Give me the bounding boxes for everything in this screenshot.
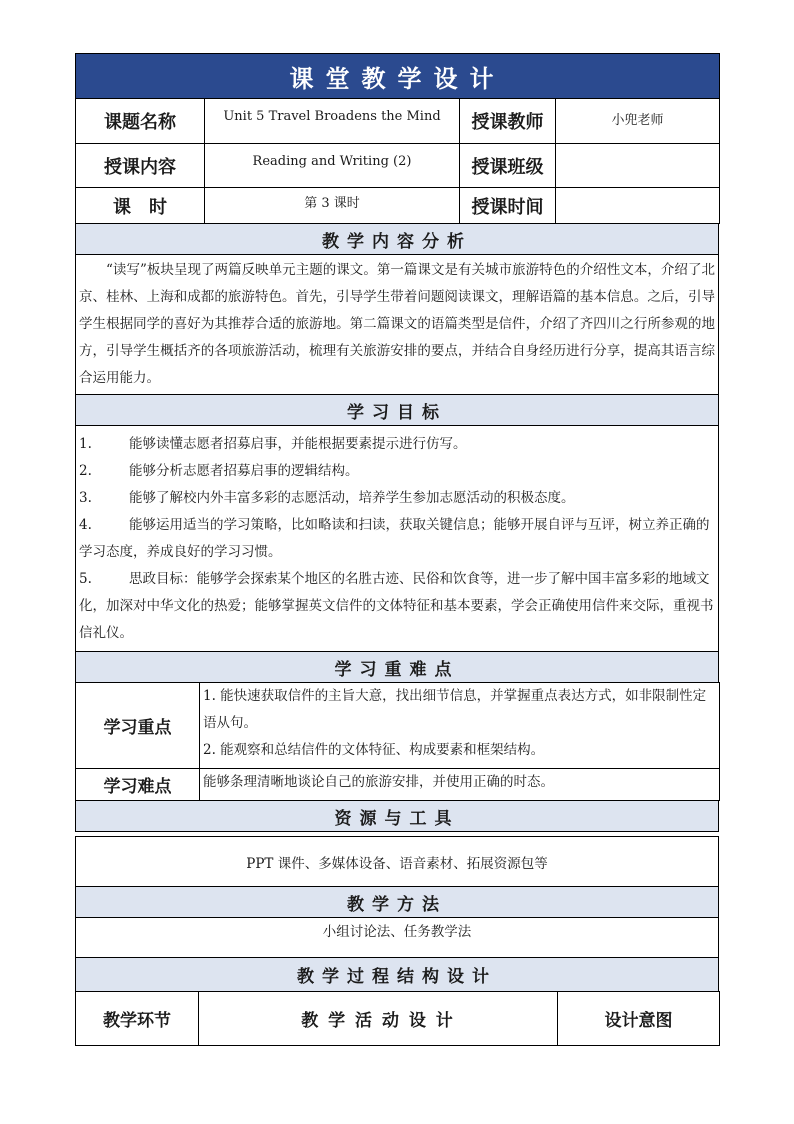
topic-label: 课题名称 [76, 99, 205, 144]
content-label: 授课内容 [76, 144, 205, 188]
process-heading: 教学过程结构设计 [76, 958, 719, 992]
class-label: 授课班级 [460, 144, 556, 188]
process-col-activity: 教 学 活 动 设 计 [199, 992, 558, 1046]
focus-label: 学习重点 [76, 683, 200, 769]
lesson-plan [75, 53, 719, 1046]
process-col-stage: 教学环节 [76, 992, 199, 1046]
analysis-text: “读写”板块呈现了两篇反映单元主题的课文。第一篇课文是有关城市旅游特色的介绍性文本，介绍了北京、桂林、上海和成都的旅游特色。首先，引导学生带着问题阅读课文，理解语篇的基本信息。之后，引导学生根据同学的喜好为其推荐合适的旅游地。第二篇课文的语篇类型是信件，介绍了齐四川之行所参观的地方，引导学生概括齐的各项旅游活动，梳理有关旅游安排的要点，并结合自身经历进行分享，提高其语言综合运用能力。 [76, 255, 719, 395]
key-points-heading: 学习重难点 [76, 652, 719, 683]
objective-item: 2. 能够分析志愿者招募启事的逻辑结构。 [79, 462, 359, 479]
difficulty-text: 能够条理清晰地谈论自己的旅游安排，并使用正确的时态。 [200, 769, 720, 801]
focus-item: 1. 能快速获取信件的主旨大意，找出细节信息，并掌握重点表达方式，如非限制性定语从句。 [203, 688, 707, 731]
class-value [556, 144, 720, 188]
process-col-intent: 设计意图 [558, 992, 720, 1046]
key-points-table [75, 682, 720, 801]
objective-item: 5. 思政目标：能够学会探索某个地区的名胜古迹、民俗和饮食等，进一步了解中国丰富多彩的地域文化，加深对中华文化的热爱；能够掌握英文信件的文体特征和基本要素，学会正确使用信件来交际，重视书信礼仪。 [79, 570, 714, 641]
header-table [75, 53, 720, 224]
topic-value: Unit 5 Travel Broadens the Mind [205, 99, 460, 144]
methods-heading: 教学方法 [76, 887, 719, 918]
content-value: Reading and Writing (2) [205, 144, 460, 188]
resources-heading: 资源与工具 [76, 801, 719, 832]
resources-table [75, 800, 719, 832]
objective-item: 4. 能够运用适当的学习策略，比如略读和扫读，获取关键信息；能够开展自评与互评，树立养正确的学习态度，养成良好的学习习惯。 [79, 516, 710, 560]
teacher-label: 授课教师 [460, 99, 556, 144]
analysis-heading: 教学内容分析 [76, 224, 719, 255]
focus-content [200, 683, 720, 769]
resources-text: PPT 课件、多媒体设备、语音素材、拓展资源包等 [76, 837, 719, 887]
objective-item: 3. 能够了解校内外丰富多彩的志愿活动，培养学生参加志愿活动的积极态度。 [79, 489, 575, 506]
period-label: 课 时 [76, 188, 205, 224]
objective-item: 1. 能够读懂志愿者招募启事，并能根据要素提示进行仿写。 [79, 435, 467, 452]
analysis-table [75, 223, 719, 683]
period-value: 第 3 课时 [205, 188, 460, 224]
time-label: 授课时间 [460, 188, 556, 224]
difficulty-label: 学习难点 [76, 769, 200, 801]
focus-item: 2. 能观察和总结信件的文体特征、构成要素和框架结构。 [203, 742, 545, 758]
objectives-list [76, 426, 719, 652]
methods-text: 小组讨论法、任务教学法 [76, 918, 719, 958]
page-title: 课堂教学设计 [76, 54, 720, 99]
teacher-value: 小兜老师 [556, 99, 720, 144]
process-table [75, 991, 720, 1046]
resources-body-table [75, 836, 719, 992]
objectives-heading: 学习目标 [76, 395, 719, 426]
time-value [556, 188, 720, 224]
